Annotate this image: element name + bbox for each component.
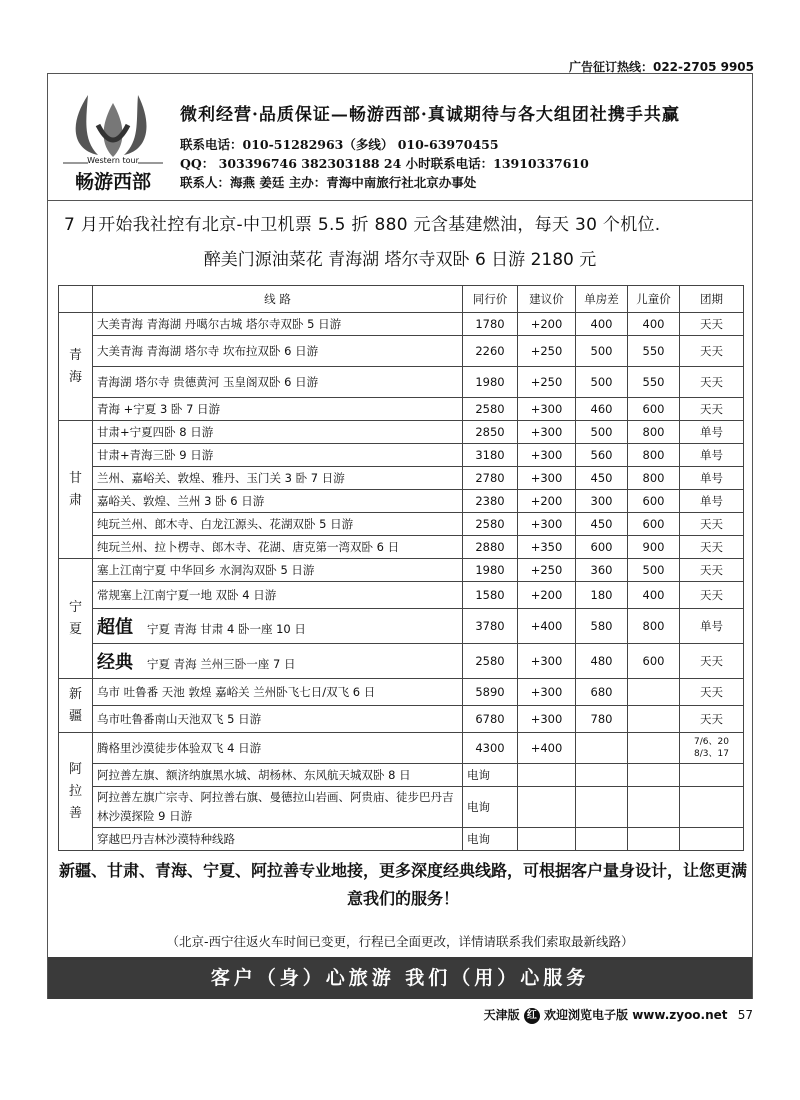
price-cell: 电询: [463, 828, 518, 851]
child-cell: 900: [628, 536, 680, 559]
period-cell: 单号: [680, 421, 744, 444]
single-cell: 500: [576, 336, 628, 367]
period-cell: 单号: [680, 609, 744, 644]
route-cell: 纯玩兰州、拉卜楞寺、郎木寺、花湖、唐克第一湾双卧 6 日: [93, 536, 463, 559]
price-cell: 电询: [463, 764, 518, 787]
headline-flight-offer: 7 月开始我社控有北京-中卫机票 5.5 折 880 元含基建燃油，每天 30 个机位.: [64, 215, 661, 235]
child-cell: 550: [628, 336, 680, 367]
region-ningxia: 宁夏: [59, 559, 93, 679]
single-cell: 360: [576, 559, 628, 582]
child-cell: [628, 679, 680, 706]
suggest-cell: +300: [518, 706, 576, 733]
region-xinjiang: 新疆: [59, 679, 93, 733]
ad-hotline: 广告征订热线：022-2705 9905: [568, 60, 754, 74]
price-cell: 2580: [463, 644, 518, 679]
company-logo: [58, 85, 168, 193]
suggest-cell: +300: [518, 398, 576, 421]
suggest-header: 建议价: [518, 286, 576, 313]
child-header: 儿童价: [628, 286, 680, 313]
suggest-cell: +300: [518, 467, 576, 490]
period-cell: [680, 828, 744, 851]
price-cell: 2380: [463, 490, 518, 513]
suggest-cell: +300: [518, 444, 576, 467]
period-cell: 天天: [680, 336, 744, 367]
period-cell: 单号: [680, 490, 744, 513]
child-cell: 800: [628, 444, 680, 467]
contact-phone: 联系电话：010-51282963（多线） 010-63970455: [180, 137, 499, 152]
suggest-cell: +300: [518, 421, 576, 444]
logo-english: Western tour: [87, 156, 139, 165]
child-cell: 600: [628, 490, 680, 513]
route-cell: 阿拉善左旗、额济纳旗黑水城、胡杨林、东风航天城双卧 8 日: [93, 764, 463, 787]
route-cell: 纯玩兰州、郎木寺、白龙江源头、花湖双卧 5 日游: [93, 513, 463, 536]
period-cell: [680, 787, 744, 828]
child-cell: 800: [628, 467, 680, 490]
suggest-cell: +250: [518, 559, 576, 582]
child-cell: 550: [628, 367, 680, 398]
routes-table: [58, 285, 744, 851]
route-cell: 经典 宁夏 青海 兰州三卧一座 7 日: [93, 644, 463, 679]
single-cell: [576, 828, 628, 851]
route-cell: 甘肃+青海三卧 9 日游: [93, 444, 463, 467]
table-row: [59, 828, 744, 851]
table-row: [59, 706, 744, 733]
table-row: [59, 313, 744, 336]
single-cell: 460: [576, 398, 628, 421]
price-cell: 1780: [463, 313, 518, 336]
price-cell: 电询: [463, 787, 518, 828]
period-cell: 天天: [680, 536, 744, 559]
single-cell: 450: [576, 467, 628, 490]
suggest-cell: +200: [518, 582, 576, 609]
single-cell: 780: [576, 706, 628, 733]
route-cell: 穿越巴丹吉林沙漠特种线路: [93, 828, 463, 851]
table-row: [59, 733, 744, 764]
suggest-cell: [518, 787, 576, 828]
table-header-row: [59, 286, 744, 313]
edition-label: 天津版: [483, 1008, 520, 1022]
child-cell: [628, 764, 680, 787]
period-cell: 天天: [680, 706, 744, 733]
child-cell: [628, 706, 680, 733]
suggest-cell: +300: [518, 644, 576, 679]
suggest-cell: +300: [518, 513, 576, 536]
table-row: [59, 467, 744, 490]
child-cell: [628, 828, 680, 851]
suggest-cell: +350: [518, 536, 576, 559]
route-cell: 超值 宁夏 青海 甘肃 4 卧一座 10 日: [93, 609, 463, 644]
child-cell: 400: [628, 313, 680, 336]
child-cell: 600: [628, 398, 680, 421]
period-cell: 天天: [680, 398, 744, 421]
route-cell: 塞上江南宁夏 中华回乡 水洞沟双卧 5 日游: [93, 559, 463, 582]
price-cell: 5890: [463, 679, 518, 706]
route-cell: 嘉峪关、敦煌、兰州 3 卧 6 日游: [93, 490, 463, 513]
suggest-cell: +400: [518, 733, 576, 764]
single-cell: 680: [576, 679, 628, 706]
route-cell: 乌市吐鲁番南山天池双飞 5 日游: [93, 706, 463, 733]
route-header: 线 路: [93, 286, 463, 313]
period-cell: 天天: [680, 313, 744, 336]
single-cell: 500: [576, 421, 628, 444]
suggest-cell: +400: [518, 609, 576, 644]
table-row: [59, 513, 744, 536]
child-cell: 600: [628, 644, 680, 679]
classic-tag: 经典: [97, 652, 133, 673]
suggest-cell: +200: [518, 490, 576, 513]
period-cell: 天天: [680, 644, 744, 679]
table-row: [59, 559, 744, 582]
single-cell: [576, 764, 628, 787]
price-cell: 2260: [463, 336, 518, 367]
price-cell: 4300: [463, 733, 518, 764]
period-header: 团期: [680, 286, 744, 313]
table-row: [59, 367, 744, 398]
route-cell: 乌市 吐鲁番 天池 敦煌 嘉峪关 兰州卧飞七日/双飞 6 日: [93, 679, 463, 706]
period-cell: 单号: [680, 444, 744, 467]
period-cell: 单号: [680, 467, 744, 490]
contact-person: 联系人：海燕 姜廷 主办：青海中南旅行社北京办事处: [180, 175, 477, 190]
child-cell: 400: [628, 582, 680, 609]
single-cell: 480: [576, 644, 628, 679]
price-cell: 3180: [463, 444, 518, 467]
single-cell: 580: [576, 609, 628, 644]
single-cell: 500: [576, 367, 628, 398]
price-cell: 1980: [463, 559, 518, 582]
headline-featured-tour: 醉美门源油菜花 青海湖 塔尔寺双卧 6 日游 2180 元: [203, 250, 597, 270]
page-footer: [484, 1006, 753, 1024]
region-alashan: 阿拉善: [59, 733, 93, 851]
child-cell: [628, 733, 680, 764]
website-link[interactable]: 欢迎浏览电子版 www.zyoo.net: [544, 1008, 728, 1022]
child-cell: 800: [628, 421, 680, 444]
table-row: [59, 490, 744, 513]
period-cell: [680, 764, 744, 787]
route-cell: 大美青海 青海湖 丹噶尔古城 塔尔寺双卧 5 日游: [93, 313, 463, 336]
child-cell: 800: [628, 609, 680, 644]
promo-footer-text: 新疆、甘肃、青海、宁夏、阿拉善专业地接，更多深度经典线路，可根据客户量身设计，让您更满意我们的服务！: [58, 861, 747, 908]
single-cell: 560: [576, 444, 628, 467]
slogan: 微利经营·品质保证—畅游西部·真诚期待与各大组团社携手共赢: [180, 105, 680, 125]
price-cell: 3780: [463, 609, 518, 644]
table-row: [59, 336, 744, 367]
price-cell: 2580: [463, 513, 518, 536]
single-cell: 400: [576, 313, 628, 336]
train-schedule-note: （北京-西宁往返火车时间已变更，行程已全面更改，详情请联系我们索取最新线路）: [166, 934, 634, 949]
price-cell: 6780: [463, 706, 518, 733]
red-badge-icon: 红: [524, 1008, 540, 1024]
single-cell: 180: [576, 582, 628, 609]
period-cell: 天天: [680, 367, 744, 398]
contact-qq: QQ： 303396746 382303188 24 小时联系电话：13910337610: [180, 156, 589, 171]
single-cell: 450: [576, 513, 628, 536]
region-qinghai: 青海: [59, 313, 93, 421]
suggest-cell: +250: [518, 367, 576, 398]
child-cell: 500: [628, 559, 680, 582]
route-cell: 青海湖 塔尔寺 贵德黄河 玉皇阁双卧 6 日游: [93, 367, 463, 398]
route-cell: 青海 +宁夏 3 卧 7 日游: [93, 398, 463, 421]
single-cell: 300: [576, 490, 628, 513]
suggest-cell: [518, 828, 576, 851]
table-row: [59, 609, 744, 644]
region-header: [59, 286, 93, 313]
period-cell: 天天: [680, 582, 744, 609]
price-cell: 2850: [463, 421, 518, 444]
suggest-cell: +250: [518, 336, 576, 367]
period-cell: 7/6、20 8/3、17: [680, 733, 744, 764]
table-row: [59, 444, 744, 467]
region-gansu: 甘肃: [59, 421, 93, 559]
single-cell: 600: [576, 536, 628, 559]
service-banner: 客户（身）心旅游 我们（用）心服务: [48, 957, 752, 999]
route-cell: 兰州、嘉峪关、敦煌、雅丹、玉门关 3 卧 7 日游: [93, 467, 463, 490]
table-row: [59, 421, 744, 444]
single-cell: [576, 787, 628, 828]
header-divider: [48, 200, 752, 201]
child-cell: [628, 787, 680, 828]
route-cell: 常规塞上江南宁夏一地 双卧 4 日游: [93, 582, 463, 609]
period-cell: 天天: [680, 679, 744, 706]
value-tag: 超值: [97, 617, 133, 638]
logo-chinese: 畅游西部: [74, 171, 151, 193]
price-cell: 2780: [463, 467, 518, 490]
route-cell: 甘肃+宁夏四卧 8 日游: [93, 421, 463, 444]
table-row: [59, 644, 744, 679]
period-cell: 天天: [680, 559, 744, 582]
suggest-cell: [518, 764, 576, 787]
price-cell: 1580: [463, 582, 518, 609]
table-row: [59, 679, 744, 706]
table-row: [59, 582, 744, 609]
single-header: 单房差: [576, 286, 628, 313]
table-row: [59, 787, 744, 828]
page-number: 57: [737, 1008, 753, 1022]
period-cell: 天天: [680, 513, 744, 536]
price-cell: 2880: [463, 536, 518, 559]
table-row: [59, 398, 744, 421]
price-cell: 2580: [463, 398, 518, 421]
table-row: [59, 536, 744, 559]
route-cell: 阿拉善左旗广宗寺、阿拉善右旗、曼德拉山岩画、阿贵庙、徒步巴丹吉林沙漠探险 9 日游: [93, 787, 463, 828]
suggest-cell: +300: [518, 679, 576, 706]
route-cell: 腾格里沙漠徒步体验双飞 4 日游: [93, 733, 463, 764]
child-cell: 600: [628, 513, 680, 536]
price-cell: 1980: [463, 367, 518, 398]
route-cell: 大美青海 青海湖 塔尔寺 坎布拉双卧 6 日游: [93, 336, 463, 367]
price-header: 同行价: [463, 286, 518, 313]
single-cell: [576, 733, 628, 764]
table-row: [59, 764, 744, 787]
suggest-cell: +200: [518, 313, 576, 336]
